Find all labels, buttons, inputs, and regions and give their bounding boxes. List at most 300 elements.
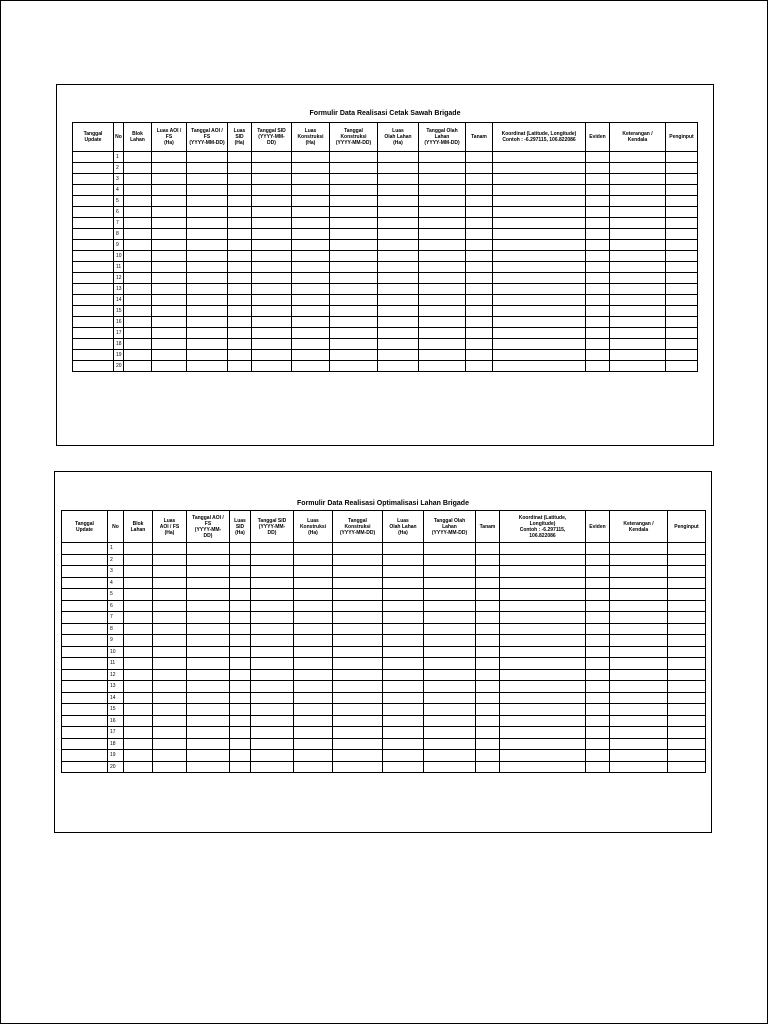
cell-keterangan-kendala[interactable]	[610, 704, 668, 716]
cell-tanggal-olah-lahan-yyyy-mm-dd[interactable]	[424, 669, 476, 681]
cell-penginput[interactable]	[666, 152, 698, 163]
cell-tanam[interactable]	[476, 612, 500, 624]
cell-tanggal-konstruksi-yyyy-mm-dd[interactable]	[330, 273, 378, 284]
cell-luas-aoi-fs-ha[interactable]	[153, 692, 187, 704]
cell-eviden[interactable]	[586, 229, 610, 240]
cell-koordinat-latitude-longitude-contoh-6-297115-106-822086[interactable]	[500, 623, 586, 635]
cell-keterangan-kendala[interactable]	[610, 738, 668, 750]
cell-tanggal-update[interactable]	[62, 738, 108, 750]
cell-penginput[interactable]	[666, 218, 698, 229]
cell-keterangan-kendala[interactable]	[610, 692, 668, 704]
cell-tanggal-aoi-fs-yyyy-mm-dd[interactable]	[187, 727, 230, 739]
cell-tanggal-sid-yyyy-mm-dd[interactable]	[252, 251, 292, 262]
cell-blok-lahan[interactable]	[124, 251, 152, 262]
cell-luas-konstruksi-ha[interactable]	[292, 251, 330, 262]
cell-luas-sid-ha[interactable]	[228, 295, 252, 306]
cell-eviden[interactable]	[586, 704, 610, 716]
cell-tanggal-olah-lahan-yyyy-mm-dd[interactable]	[419, 229, 466, 240]
cell-eviden[interactable]	[586, 692, 610, 704]
cell-luas-sid-ha[interactable]	[228, 262, 252, 273]
cell-luas-konstruksi-ha[interactable]	[292, 229, 330, 240]
cell-tanggal-konstruksi-yyyy-mm-dd[interactable]	[333, 738, 383, 750]
cell-tanggal-update[interactable]	[62, 612, 108, 624]
cell-luas-sid-ha[interactable]	[228, 306, 252, 317]
cell-koordinat-latitude-longitude-contoh-6-297115-106-822086[interactable]	[500, 646, 586, 658]
cell-koordinat-latitude-longitude-contoh-6-297115-106-822086[interactable]	[500, 750, 586, 762]
cell-tanggal-update[interactable]	[73, 361, 114, 372]
cell-tanam[interactable]	[466, 317, 493, 328]
cell-tanggal-sid-yyyy-mm-dd[interactable]	[251, 566, 294, 578]
cell-tanggal-update[interactable]	[73, 196, 114, 207]
cell-blok-lahan[interactable]	[124, 262, 152, 273]
cell-eviden[interactable]	[586, 750, 610, 762]
cell-tanggal-sid-yyyy-mm-dd[interactable]	[252, 306, 292, 317]
cell-tanam[interactable]	[466, 295, 493, 306]
cell-koordinat-latitude-longitude-contoh-6-297115-106-822086[interactable]	[500, 635, 586, 647]
cell-tanggal-olah-lahan-yyyy-mm-dd[interactable]	[419, 196, 466, 207]
cell-penginput[interactable]	[666, 185, 698, 196]
cell-tanggal-sid-yyyy-mm-dd[interactable]	[252, 163, 292, 174]
cell-luas-konstruksi-ha[interactable]	[292, 152, 330, 163]
cell-luas-olah-lahan-ha[interactable]	[378, 306, 419, 317]
cell-luas-sid-ha[interactable]	[230, 738, 251, 750]
cell-penginput[interactable]	[668, 612, 706, 624]
cell-tanggal-konstruksi-yyyy-mm-dd[interactable]	[333, 681, 383, 693]
cell-tanggal-update[interactable]	[73, 339, 114, 350]
cell-luas-konstruksi-ha[interactable]	[294, 715, 333, 727]
cell-keterangan-kendala[interactable]	[610, 273, 666, 284]
cell-tanggal-sid-yyyy-mm-dd[interactable]	[251, 589, 294, 601]
cell-penginput[interactable]	[668, 543, 706, 555]
cell-blok-lahan[interactable]	[124, 196, 152, 207]
cell-tanggal-aoi-fs-yyyy-mm-dd[interactable]	[187, 612, 230, 624]
cell-luas-olah-lahan-ha[interactable]	[378, 361, 419, 372]
cell-penginput[interactable]	[666, 339, 698, 350]
cell-tanggal-olah-lahan-yyyy-mm-dd[interactable]	[419, 152, 466, 163]
cell-penginput[interactable]	[666, 328, 698, 339]
cell-tanggal-update[interactable]	[62, 577, 108, 589]
cell-penginput[interactable]	[668, 715, 706, 727]
cell-koordinat-latitude-longitude-contoh-6-297115-106-822086[interactable]	[493, 273, 586, 284]
cell-luas-konstruksi-ha[interactable]	[292, 339, 330, 350]
cell-luas-sid-ha[interactable]	[230, 658, 251, 670]
cell-luas-olah-lahan-ha[interactable]	[383, 600, 424, 612]
cell-penginput[interactable]	[668, 600, 706, 612]
cell-keterangan-kendala[interactable]	[610, 750, 668, 762]
cell-eviden[interactable]	[586, 635, 610, 647]
cell-tanggal-konstruksi-yyyy-mm-dd[interactable]	[333, 543, 383, 555]
cell-luas-konstruksi-ha[interactable]	[294, 646, 333, 658]
cell-keterangan-kendala[interactable]	[610, 185, 666, 196]
cell-tanggal-update[interactable]	[73, 273, 114, 284]
cell-luas-aoi-fs-ha[interactable]	[153, 761, 187, 773]
cell-eviden[interactable]	[586, 361, 610, 372]
cell-luas-aoi-fs-ha[interactable]	[152, 185, 187, 196]
cell-blok-lahan[interactable]	[124, 681, 153, 693]
cell-blok-lahan[interactable]	[124, 623, 153, 635]
cell-tanggal-olah-lahan-yyyy-mm-dd[interactable]	[424, 600, 476, 612]
cell-luas-aoi-fs-ha[interactable]	[152, 317, 187, 328]
cell-luas-olah-lahan-ha[interactable]	[378, 163, 419, 174]
cell-tanam[interactable]	[476, 669, 500, 681]
cell-tanggal-aoi-fs-yyyy-mm-dd[interactable]	[187, 658, 230, 670]
cell-tanggal-olah-lahan-yyyy-mm-dd[interactable]	[424, 635, 476, 647]
cell-penginput[interactable]	[668, 658, 706, 670]
cell-luas-konstruksi-ha[interactable]	[294, 704, 333, 716]
cell-tanam[interactable]	[476, 554, 500, 566]
cell-luas-konstruksi-ha[interactable]	[292, 218, 330, 229]
cell-tanggal-aoi-fs-yyyy-mm-dd[interactable]	[187, 669, 230, 681]
cell-tanggal-sid-yyyy-mm-dd[interactable]	[252, 339, 292, 350]
cell-tanggal-olah-lahan-yyyy-mm-dd[interactable]	[424, 761, 476, 773]
cell-tanggal-konstruksi-yyyy-mm-dd[interactable]	[333, 600, 383, 612]
cell-tanggal-aoi-fs-yyyy-mm-dd[interactable]	[187, 284, 228, 295]
cell-penginput[interactable]	[666, 284, 698, 295]
cell-luas-konstruksi-ha[interactable]	[294, 589, 333, 601]
cell-tanggal-konstruksi-yyyy-mm-dd[interactable]	[330, 196, 378, 207]
cell-luas-konstruksi-ha[interactable]	[294, 738, 333, 750]
cell-keterangan-kendala[interactable]	[610, 635, 668, 647]
cell-tanggal-konstruksi-yyyy-mm-dd[interactable]	[330, 284, 378, 295]
cell-koordinat-latitude-longitude-contoh-6-297115-106-822086[interactable]	[493, 174, 586, 185]
cell-luas-sid-ha[interactable]	[228, 152, 252, 163]
cell-eviden[interactable]	[586, 152, 610, 163]
cell-luas-olah-lahan-ha[interactable]	[383, 761, 424, 773]
cell-tanggal-olah-lahan-yyyy-mm-dd[interactable]	[424, 704, 476, 716]
cell-keterangan-kendala[interactable]	[610, 589, 668, 601]
cell-tanam[interactable]	[466, 328, 493, 339]
cell-luas-sid-ha[interactable]	[230, 577, 251, 589]
cell-luas-olah-lahan-ha[interactable]	[378, 185, 419, 196]
cell-luas-sid-ha[interactable]	[230, 669, 251, 681]
cell-luas-sid-ha[interactable]	[228, 361, 252, 372]
cell-tanggal-aoi-fs-yyyy-mm-dd[interactable]	[187, 589, 230, 601]
cell-luas-aoi-fs-ha[interactable]	[152, 273, 187, 284]
cell-blok-lahan[interactable]	[124, 692, 153, 704]
cell-tanggal-aoi-fs-yyyy-mm-dd[interactable]	[187, 174, 228, 185]
cell-tanggal-aoi-fs-yyyy-mm-dd[interactable]	[187, 273, 228, 284]
cell-tanggal-update[interactable]	[73, 163, 114, 174]
cell-luas-konstruksi-ha[interactable]	[292, 273, 330, 284]
cell-keterangan-kendala[interactable]	[610, 163, 666, 174]
cell-keterangan-kendala[interactable]	[610, 658, 668, 670]
cell-luas-aoi-fs-ha[interactable]	[153, 635, 187, 647]
cell-tanggal-konstruksi-yyyy-mm-dd[interactable]	[333, 646, 383, 658]
cell-luas-olah-lahan-ha[interactable]	[378, 218, 419, 229]
cell-luas-sid-ha[interactable]	[228, 251, 252, 262]
cell-luas-konstruksi-ha[interactable]	[292, 185, 330, 196]
cell-eviden[interactable]	[586, 350, 610, 361]
cell-luas-konstruksi-ha[interactable]	[292, 350, 330, 361]
cell-luas-konstruksi-ha[interactable]	[292, 196, 330, 207]
cell-luas-sid-ha[interactable]	[230, 543, 251, 555]
cell-koordinat-latitude-longitude-contoh-6-297115-106-822086[interactable]	[493, 295, 586, 306]
cell-koordinat-latitude-longitude-contoh-6-297115-106-822086[interactable]	[500, 589, 586, 601]
cell-tanggal-sid-yyyy-mm-dd[interactable]	[251, 612, 294, 624]
cell-eviden[interactable]	[586, 339, 610, 350]
cell-luas-konstruksi-ha[interactable]	[294, 681, 333, 693]
cell-tanggal-sid-yyyy-mm-dd[interactable]	[252, 317, 292, 328]
cell-koordinat-latitude-longitude-contoh-6-297115-106-822086[interactable]	[500, 738, 586, 750]
cell-blok-lahan[interactable]	[124, 163, 152, 174]
cell-tanggal-olah-lahan-yyyy-mm-dd[interactable]	[424, 692, 476, 704]
cell-tanam[interactable]	[476, 566, 500, 578]
cell-luas-konstruksi-ha[interactable]	[294, 623, 333, 635]
cell-tanam[interactable]	[476, 543, 500, 555]
cell-tanggal-olah-lahan-yyyy-mm-dd[interactable]	[419, 240, 466, 251]
cell-tanggal-aoi-fs-yyyy-mm-dd[interactable]	[187, 295, 228, 306]
cell-luas-sid-ha[interactable]	[228, 317, 252, 328]
cell-tanam[interactable]	[476, 623, 500, 635]
cell-tanggal-aoi-fs-yyyy-mm-dd[interactable]	[187, 229, 228, 240]
cell-tanggal-aoi-fs-yyyy-mm-dd[interactable]	[187, 152, 228, 163]
cell-luas-konstruksi-ha[interactable]	[294, 566, 333, 578]
cell-tanggal-olah-lahan-yyyy-mm-dd[interactable]	[424, 623, 476, 635]
cell-keterangan-kendala[interactable]	[610, 328, 666, 339]
cell-tanggal-olah-lahan-yyyy-mm-dd[interactable]	[419, 218, 466, 229]
cell-tanggal-olah-lahan-yyyy-mm-dd[interactable]	[424, 566, 476, 578]
cell-luas-aoi-fs-ha[interactable]	[152, 163, 187, 174]
cell-eviden[interactable]	[586, 612, 610, 624]
cell-tanggal-aoi-fs-yyyy-mm-dd[interactable]	[187, 554, 230, 566]
cell-tanggal-olah-lahan-yyyy-mm-dd[interactable]	[419, 174, 466, 185]
cell-tanam[interactable]	[476, 600, 500, 612]
cell-blok-lahan[interactable]	[124, 566, 153, 578]
cell-blok-lahan[interactable]	[124, 589, 153, 601]
cell-tanggal-konstruksi-yyyy-mm-dd[interactable]	[333, 669, 383, 681]
cell-blok-lahan[interactable]	[124, 600, 153, 612]
cell-luas-konstruksi-ha[interactable]	[294, 658, 333, 670]
cell-luas-konstruksi-ha[interactable]	[292, 174, 330, 185]
cell-penginput[interactable]	[666, 207, 698, 218]
cell-blok-lahan[interactable]	[124, 750, 153, 762]
cell-tanggal-konstruksi-yyyy-mm-dd[interactable]	[330, 339, 378, 350]
cell-keterangan-kendala[interactable]	[610, 284, 666, 295]
cell-keterangan-kendala[interactable]	[610, 174, 666, 185]
cell-luas-aoi-fs-ha[interactable]	[153, 554, 187, 566]
cell-blok-lahan[interactable]	[124, 715, 153, 727]
cell-tanggal-sid-yyyy-mm-dd[interactable]	[252, 361, 292, 372]
cell-tanggal-olah-lahan-yyyy-mm-dd[interactable]	[419, 185, 466, 196]
cell-blok-lahan[interactable]	[124, 577, 153, 589]
cell-tanggal-sid-yyyy-mm-dd[interactable]	[252, 273, 292, 284]
cell-tanam[interactable]	[466, 152, 493, 163]
cell-penginput[interactable]	[666, 273, 698, 284]
cell-eviden[interactable]	[586, 196, 610, 207]
cell-tanam[interactable]	[476, 761, 500, 773]
cell-koordinat-latitude-longitude-contoh-6-297115-106-822086[interactable]	[493, 196, 586, 207]
cell-tanggal-konstruksi-yyyy-mm-dd[interactable]	[333, 566, 383, 578]
cell-luas-aoi-fs-ha[interactable]	[152, 229, 187, 240]
cell-koordinat-latitude-longitude-contoh-6-297115-106-822086[interactable]	[500, 761, 586, 773]
cell-tanggal-sid-yyyy-mm-dd[interactable]	[252, 262, 292, 273]
cell-tanggal-sid-yyyy-mm-dd[interactable]	[251, 704, 294, 716]
cell-luas-sid-ha[interactable]	[230, 612, 251, 624]
cell-tanam[interactable]	[466, 207, 493, 218]
cell-keterangan-kendala[interactable]	[610, 361, 666, 372]
cell-keterangan-kendala[interactable]	[610, 600, 668, 612]
cell-luas-olah-lahan-ha[interactable]	[383, 658, 424, 670]
cell-tanggal-aoi-fs-yyyy-mm-dd[interactable]	[187, 543, 230, 555]
cell-keterangan-kendala[interactable]	[610, 761, 668, 773]
cell-luas-konstruksi-ha[interactable]	[294, 761, 333, 773]
cell-luas-olah-lahan-ha[interactable]	[378, 284, 419, 295]
cell-eviden[interactable]	[586, 761, 610, 773]
cell-tanggal-update[interactable]	[62, 566, 108, 578]
cell-koordinat-latitude-longitude-contoh-6-297115-106-822086[interactable]	[500, 543, 586, 555]
cell-luas-aoi-fs-ha[interactable]	[152, 361, 187, 372]
cell-tanggal-update[interactable]	[73, 317, 114, 328]
cell-tanggal-sid-yyyy-mm-dd[interactable]	[252, 229, 292, 240]
cell-keterangan-kendala[interactable]	[610, 543, 668, 555]
cell-luas-aoi-fs-ha[interactable]	[153, 738, 187, 750]
cell-luas-olah-lahan-ha[interactable]	[383, 681, 424, 693]
cell-keterangan-kendala[interactable]	[610, 207, 666, 218]
cell-koordinat-latitude-longitude-contoh-6-297115-106-822086[interactable]	[493, 240, 586, 251]
cell-koordinat-latitude-longitude-contoh-6-297115-106-822086[interactable]	[493, 328, 586, 339]
cell-tanam[interactable]	[476, 738, 500, 750]
cell-tanam[interactable]	[466, 218, 493, 229]
cell-luas-sid-ha[interactable]	[228, 240, 252, 251]
cell-luas-aoi-fs-ha[interactable]	[153, 623, 187, 635]
cell-blok-lahan[interactable]	[124, 229, 152, 240]
cell-koordinat-latitude-longitude-contoh-6-297115-106-822086[interactable]	[500, 577, 586, 589]
cell-tanggal-aoi-fs-yyyy-mm-dd[interactable]	[187, 761, 230, 773]
cell-tanggal-update[interactable]	[62, 646, 108, 658]
cell-blok-lahan[interactable]	[124, 218, 152, 229]
cell-tanam[interactable]	[466, 350, 493, 361]
cell-blok-lahan[interactable]	[124, 669, 153, 681]
cell-keterangan-kendala[interactable]	[610, 240, 666, 251]
cell-tanggal-sid-yyyy-mm-dd[interactable]	[251, 554, 294, 566]
cell-penginput[interactable]	[666, 262, 698, 273]
cell-eviden[interactable]	[586, 218, 610, 229]
cell-tanggal-update[interactable]	[62, 543, 108, 555]
cell-luas-aoi-fs-ha[interactable]	[152, 196, 187, 207]
cell-luas-olah-lahan-ha[interactable]	[378, 174, 419, 185]
cell-luas-aoi-fs-ha[interactable]	[152, 328, 187, 339]
cell-luas-konstruksi-ha[interactable]	[294, 750, 333, 762]
cell-keterangan-kendala[interactable]	[610, 295, 666, 306]
cell-tanggal-olah-lahan-yyyy-mm-dd[interactable]	[419, 361, 466, 372]
cell-tanggal-update[interactable]	[73, 207, 114, 218]
cell-tanam[interactable]	[476, 681, 500, 693]
cell-luas-aoi-fs-ha[interactable]	[152, 207, 187, 218]
cell-luas-olah-lahan-ha[interactable]	[383, 715, 424, 727]
cell-luas-olah-lahan-ha[interactable]	[378, 207, 419, 218]
cell-tanam[interactable]	[476, 715, 500, 727]
cell-tanggal-konstruksi-yyyy-mm-dd[interactable]	[333, 623, 383, 635]
cell-tanggal-sid-yyyy-mm-dd[interactable]	[251, 577, 294, 589]
cell-tanggal-update[interactable]	[73, 240, 114, 251]
cell-koordinat-latitude-longitude-contoh-6-297115-106-822086[interactable]	[500, 669, 586, 681]
cell-blok-lahan[interactable]	[124, 317, 152, 328]
cell-keterangan-kendala[interactable]	[610, 339, 666, 350]
cell-tanggal-sid-yyyy-mm-dd[interactable]	[251, 761, 294, 773]
cell-koordinat-latitude-longitude-contoh-6-297115-106-822086[interactable]	[493, 306, 586, 317]
cell-tanggal-aoi-fs-yyyy-mm-dd[interactable]	[187, 566, 230, 578]
cell-tanggal-aoi-fs-yyyy-mm-dd[interactable]	[187, 635, 230, 647]
cell-tanggal-sid-yyyy-mm-dd[interactable]	[251, 681, 294, 693]
cell-luas-sid-ha[interactable]	[230, 715, 251, 727]
cell-luas-sid-ha[interactable]	[230, 635, 251, 647]
cell-tanggal-update[interactable]	[62, 589, 108, 601]
cell-luas-aoi-fs-ha[interactable]	[153, 589, 187, 601]
cell-luas-sid-ha[interactable]	[230, 566, 251, 578]
cell-koordinat-latitude-longitude-contoh-6-297115-106-822086[interactable]	[493, 207, 586, 218]
cell-tanam[interactable]	[466, 306, 493, 317]
cell-luas-olah-lahan-ha[interactable]	[383, 543, 424, 555]
cell-blok-lahan[interactable]	[124, 612, 153, 624]
cell-keterangan-kendala[interactable]	[610, 350, 666, 361]
cell-tanggal-konstruksi-yyyy-mm-dd[interactable]	[333, 750, 383, 762]
cell-koordinat-latitude-longitude-contoh-6-297115-106-822086[interactable]	[493, 163, 586, 174]
cell-tanggal-konstruksi-yyyy-mm-dd[interactable]	[330, 350, 378, 361]
cell-luas-sid-ha[interactable]	[228, 218, 252, 229]
cell-luas-aoi-fs-ha[interactable]	[153, 669, 187, 681]
cell-luas-olah-lahan-ha[interactable]	[378, 262, 419, 273]
cell-tanggal-sid-yyyy-mm-dd[interactable]	[252, 350, 292, 361]
cell-tanggal-olah-lahan-yyyy-mm-dd[interactable]	[424, 577, 476, 589]
cell-tanggal-olah-lahan-yyyy-mm-dd[interactable]	[419, 339, 466, 350]
cell-luas-aoi-fs-ha[interactable]	[152, 174, 187, 185]
cell-tanggal-olah-lahan-yyyy-mm-dd[interactable]	[424, 727, 476, 739]
cell-keterangan-kendala[interactable]	[610, 566, 668, 578]
cell-keterangan-kendala[interactable]	[610, 306, 666, 317]
cell-blok-lahan[interactable]	[124, 350, 152, 361]
cell-tanggal-update[interactable]	[73, 328, 114, 339]
cell-luas-olah-lahan-ha[interactable]	[383, 750, 424, 762]
cell-luas-olah-lahan-ha[interactable]	[378, 295, 419, 306]
cell-tanam[interactable]	[476, 577, 500, 589]
cell-luas-aoi-fs-ha[interactable]	[152, 295, 187, 306]
cell-keterangan-kendala[interactable]	[610, 554, 668, 566]
cell-penginput[interactable]	[666, 361, 698, 372]
cell-tanggal-konstruksi-yyyy-mm-dd[interactable]	[333, 577, 383, 589]
cell-tanggal-olah-lahan-yyyy-mm-dd[interactable]	[419, 317, 466, 328]
cell-luas-sid-ha[interactable]	[228, 273, 252, 284]
cell-eviden[interactable]	[586, 658, 610, 670]
cell-tanam[interactable]	[476, 658, 500, 670]
cell-tanggal-sid-yyyy-mm-dd[interactable]	[252, 174, 292, 185]
cell-tanggal-sid-yyyy-mm-dd[interactable]	[251, 715, 294, 727]
cell-tanggal-update[interactable]	[73, 284, 114, 295]
cell-tanggal-konstruksi-yyyy-mm-dd[interactable]	[330, 218, 378, 229]
cell-penginput[interactable]	[666, 306, 698, 317]
cell-keterangan-kendala[interactable]	[610, 317, 666, 328]
cell-eviden[interactable]	[586, 174, 610, 185]
cell-koordinat-latitude-longitude-contoh-6-297115-106-822086[interactable]	[493, 185, 586, 196]
cell-penginput[interactable]	[668, 750, 706, 762]
cell-luas-olah-lahan-ha[interactable]	[378, 196, 419, 207]
cell-luas-olah-lahan-ha[interactable]	[378, 240, 419, 251]
cell-tanggal-konstruksi-yyyy-mm-dd[interactable]	[333, 715, 383, 727]
cell-luas-konstruksi-ha[interactable]	[294, 727, 333, 739]
cell-keterangan-kendala[interactable]	[610, 262, 666, 273]
cell-tanggal-olah-lahan-yyyy-mm-dd[interactable]	[424, 646, 476, 658]
cell-koordinat-latitude-longitude-contoh-6-297115-106-822086[interactable]	[493, 339, 586, 350]
cell-penginput[interactable]	[666, 350, 698, 361]
cell-tanggal-konstruksi-yyyy-mm-dd[interactable]	[330, 328, 378, 339]
cell-tanggal-olah-lahan-yyyy-mm-dd[interactable]	[424, 658, 476, 670]
cell-tanggal-aoi-fs-yyyy-mm-dd[interactable]	[187, 715, 230, 727]
cell-tanggal-aoi-fs-yyyy-mm-dd[interactable]	[187, 163, 228, 174]
cell-tanggal-konstruksi-yyyy-mm-dd[interactable]	[333, 635, 383, 647]
cell-luas-aoi-fs-ha[interactable]	[153, 543, 187, 555]
cell-tanggal-olah-lahan-yyyy-mm-dd[interactable]	[419, 328, 466, 339]
cell-tanggal-aoi-fs-yyyy-mm-dd[interactable]	[187, 646, 230, 658]
cell-tanggal-update[interactable]	[73, 350, 114, 361]
